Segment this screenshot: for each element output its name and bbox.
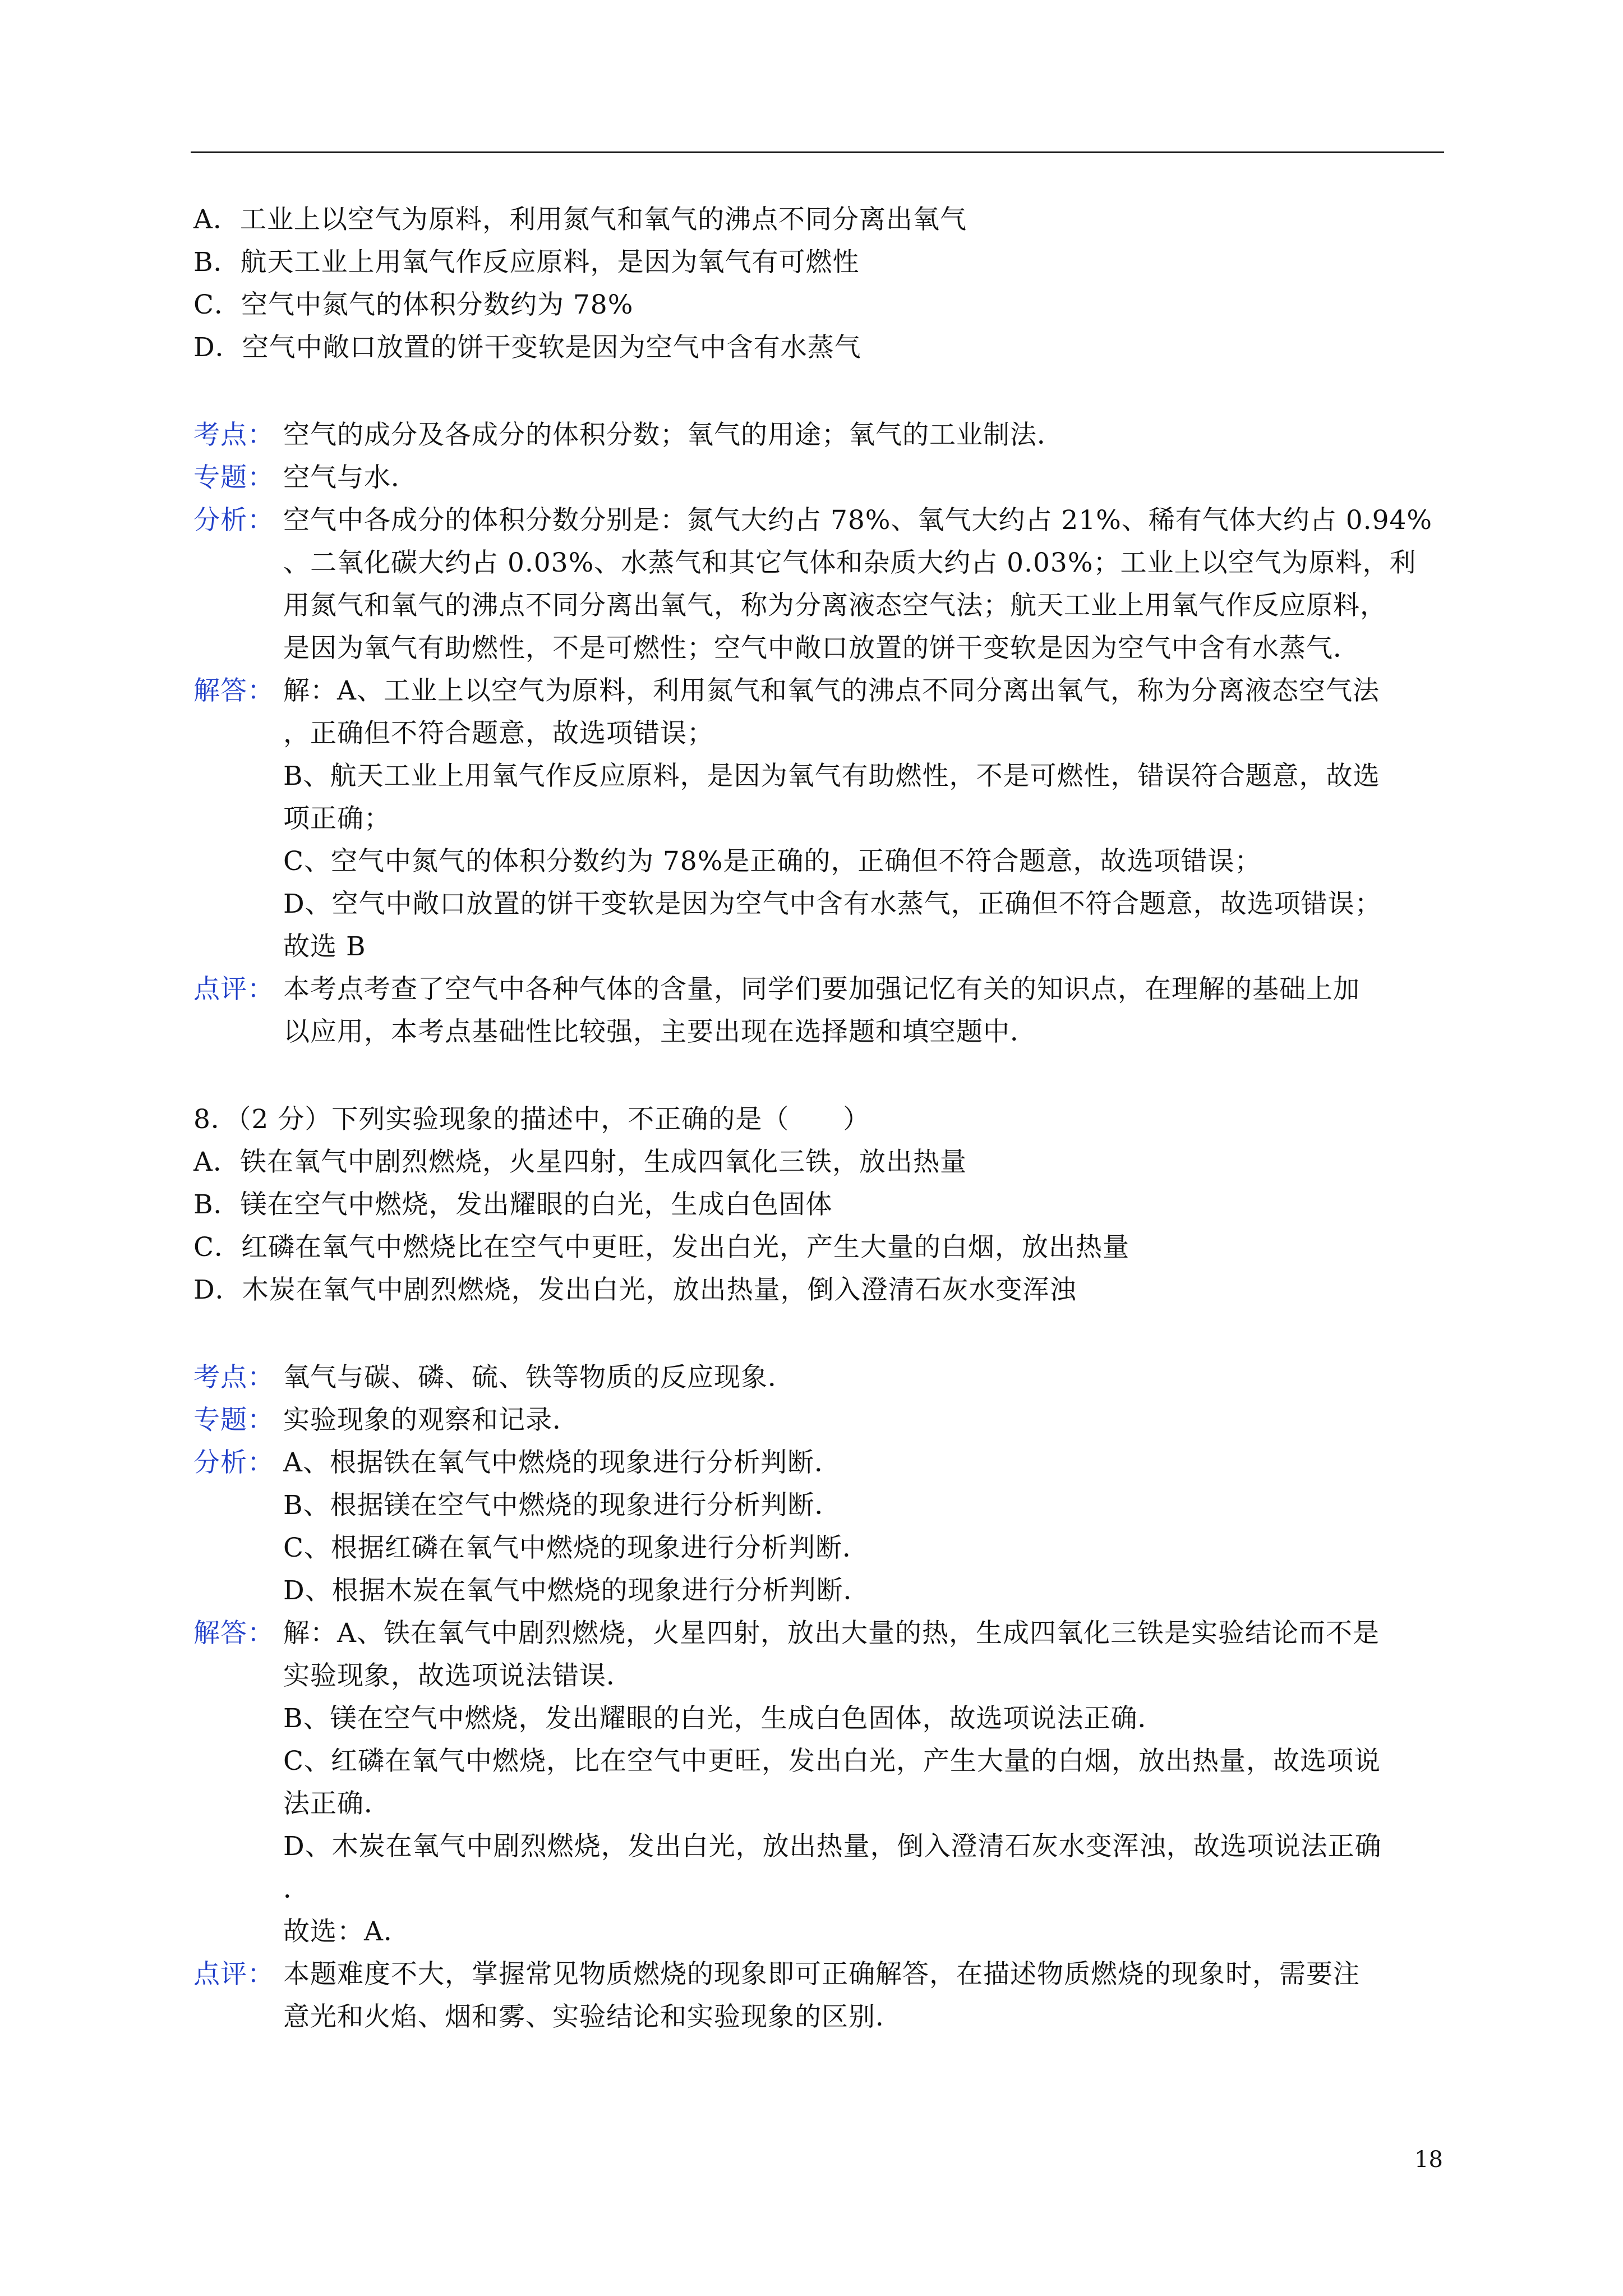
q8-dianping-line: 意光和火焰、烟和雾、实验结论和实验现象的区别． (283, 2001, 902, 2032)
q7-dianping-line: 以应用，本考点基础性比较强，主要出现在选择题和填空题中． (283, 1016, 1037, 1047)
q8-zhuanti-label: 专题： (193, 1405, 274, 1435)
q7-fenxi-line: 空气中各成分的体积分数分别是：氮气大约占 78%、氧气大约占 21%、稀有气体大约占 0.94% (283, 505, 1433, 536)
q7-jieda-line: C、空气中氮气的体积分数约为 78%是正确的，正确但不符合题意，故选项错误； (283, 846, 1262, 877)
q8-dianping-label: 点评： (193, 1959, 274, 1990)
q8-jieda-line: 实验现象，故选项说法错误． (283, 1660, 633, 1691)
q7-dianping-line: 本考点考查了空气中各种气体的含量，同学们要加强记忆有关的知识点，在理解的基础上加 (283, 974, 1360, 1005)
q7-option-b: B．航天工业上用氧气作反应原料，是因为氧气有可燃性 (193, 247, 860, 278)
q7-option-c: C．空气中氮气的体积分数约为 78% (193, 289, 634, 320)
q8-jieda-line: B、镁在空气中燃烧，发出耀眼的白光，生成白色固体，故选项说法正确． (283, 1703, 1165, 1734)
q8-jieda-line: C、红磷在氧气中燃烧，比在空气中更旺，发出白光，产生大量的白烟，放出热量，故选项说 (283, 1746, 1381, 1777)
page-number: 18 (1414, 2147, 1443, 2173)
q7-jieda-line: 项正确； (283, 803, 391, 834)
q7-zhuanti-label: 专题： (193, 462, 274, 493)
q7-option-a: A．工业上以空气为原料，利用氮气和氧气的沸点不同分离出氧气 (193, 204, 967, 235)
q8-fenxi-line: A、根据铁在氧气中燃烧的现象进行分析判断． (283, 1447, 841, 1478)
q8-jieda-line: 故选：A． (283, 1916, 411, 1947)
q8-option-b: B．镁在空气中燃烧，发出耀眼的白光，生成白色固体 (193, 1189, 833, 1220)
q8-option-a: A．铁在氧气中剧烈燃烧，火星四射，生成四氧化三铁，放出热量 (193, 1147, 967, 1177)
q7-fenxi-label: 分析： (193, 505, 274, 536)
q7-fenxi-line: 用氮气和氧气的沸点不同分离出氧气，称为分离液态空气法；航天工业上用氧气作反应原料， (283, 590, 1387, 621)
q8-fenxi-label: 分析： (193, 1447, 274, 1478)
q8-kaodian-label: 考点： (193, 1362, 274, 1393)
q8-option-c: C．红磷在氧气中燃烧比在空气中更旺，发出白光，产生大量的白烟，放出热量 (193, 1232, 1129, 1263)
q7-jieda-line: 故选 B (283, 931, 366, 962)
q8-zhuanti-text: 实验现象的观察和记录． (283, 1405, 579, 1435)
q7-jieda-line: 解：A、工业上以空气为原料，利用氮气和氧气的沸点不同分离出氧气，称为分离液态空气法 (283, 675, 1380, 706)
q8-jieda-line: ． (283, 1874, 310, 1904)
q7-option-d: D．空气中敞口放置的饼干变软是因为空气中含有水蒸气 (193, 332, 861, 363)
q7-kaodian-text: 空气的成分及各成分的体积分数；氧气的用途；氧气的工业制法． (283, 420, 1064, 450)
q8-jieda-label: 解答： (193, 1618, 274, 1649)
q7-jieda-line: D、空气中敞口放置的饼干变软是因为空气中含有水蒸气，正确但不符合题意，故选项错误； (283, 889, 1382, 919)
q7-fenxi-line: 是因为氧气有助燃性，不是可燃性；空气中敞口放置的饼干变软是因为空气中含有水蒸气． (283, 633, 1360, 664)
q7-jieda-label: 解答： (193, 675, 274, 706)
q7-jieda-line: ，正确但不符合题意，故选项错误； (283, 718, 714, 749)
q7-fenxi-line: 、二氧化碳大约占 0.03%、水蒸气和其它气体和杂质大约占 0.03%；工业上以空气为原料，利 (283, 547, 1417, 578)
header-rule (191, 151, 1444, 153)
q8-fenxi-line: B、根据镁在空气中燃烧的现象进行分析判断． (283, 1490, 842, 1521)
q8-jieda-line: 法正确． (283, 1788, 391, 1819)
q8-stem: 8．（2 分）下列实验现象的描述中，不正确的是（ ） (193, 1104, 870, 1135)
q7-kaodian-label: 考点： (193, 420, 274, 450)
q7-dianping-label: 点评： (193, 974, 274, 1005)
q7-jieda-line: B、航天工业上用氧气作反应原料，是因为氧气有助燃性，不是可燃性，错误符合题意，故选 (283, 761, 1380, 792)
q8-dianping-line: 本题难度不大，掌握常见物质燃烧的现象即可正确解答，在描述物质燃烧的现象时，需要注 (283, 1959, 1360, 1990)
q8-jieda-line: D、木炭在氧气中剧烈燃烧，发出白光，放出热量，倒入澄清石灰水变浑浊，故选项说法正确 (283, 1831, 1382, 1862)
q8-option-d: D．木炭在氧气中剧烈燃烧，发出白光，放出热量，倒入澄清石灰水变浑浊 (193, 1274, 1077, 1305)
q8-jieda-line: 解：A、铁在氧气中剧烈燃烧，火星四射，放出大量的热，生成四氧化三铁是实验结论而不是 (283, 1618, 1380, 1649)
q8-fenxi-line: D、根据木炭在氧气中燃烧的现象进行分析判断． (283, 1575, 870, 1606)
q8-kaodian-text: 氧气与碳、磷、硫、铁等物质的反应现象． (283, 1362, 795, 1393)
q8-fenxi-line: C、根据红磷在氧气中燃烧的现象进行分析判断． (283, 1533, 869, 1563)
q7-zhuanti-text: 空气与水． (283, 462, 418, 493)
